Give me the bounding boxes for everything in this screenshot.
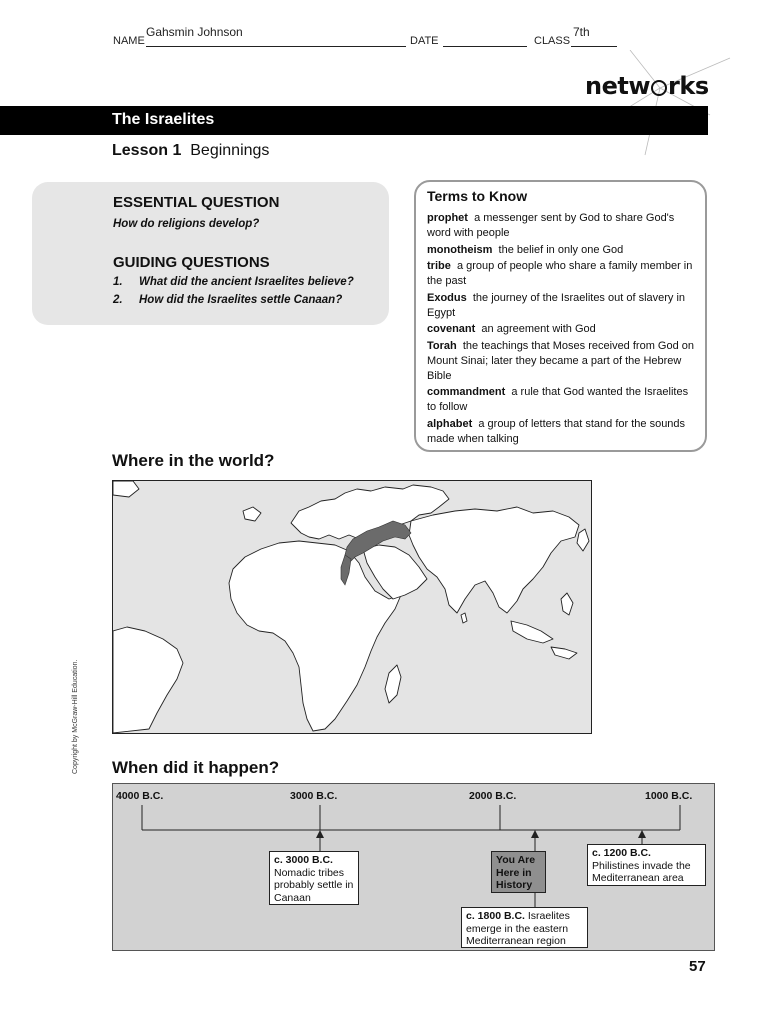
term-item <box>427 339 695 384</box>
class-value[interactable]: 7th <box>573 25 590 39</box>
event-text: Nomadic tribes probably settle in Canaan <box>274 866 354 904</box>
term-item <box>427 211 695 241</box>
event-date: c. 3000 B.C. <box>274 854 333 866</box>
south-america-shape <box>113 627 183 733</box>
term-item <box>427 385 695 415</box>
sri-lanka-shape <box>461 613 467 623</box>
you-are-here-marker: You Are Here in History <box>491 851 546 893</box>
pointer-arrow <box>531 830 539 838</box>
term-word: Exodus <box>427 291 467 304</box>
guiding-num: 1. <box>113 276 123 288</box>
timeline-section-title: When did it happen? <box>112 758 280 777</box>
class-line <box>571 46 617 47</box>
essential-question: How do religions develop? <box>113 218 260 230</box>
class-label: CLASS <box>534 35 571 47</box>
guiding-num: 2. <box>113 294 123 306</box>
term-word: covenant <box>427 323 476 335</box>
date-label: DATE <box>410 35 439 47</box>
map-section-title: Where in the world? <box>112 451 275 470</box>
tick-label: 4000 B.C. <box>116 790 164 802</box>
date-line[interactable] <box>443 46 527 47</box>
term-definition: the belief in only one God <box>498 243 624 256</box>
timor-shape <box>551 647 577 659</box>
pointer-arrow <box>316 830 324 838</box>
term-definition: a rule that God wanted the Israelites to follow <box>427 386 689 413</box>
world-map-graphic <box>113 481 591 733</box>
term-word: commandment <box>427 386 506 398</box>
term-definition: an agreement with God <box>481 323 596 335</box>
name-line <box>146 46 406 47</box>
term-word: alphabet <box>427 417 473 430</box>
philippines-shape <box>561 593 573 615</box>
greenland-shape <box>113 481 139 497</box>
term-item <box>427 291 695 321</box>
event-date: c. 1800 B.C. <box>466 910 525 922</box>
guiding-text: How did the Israelites settle Canaan? <box>139 294 343 306</box>
event-date: c. 1200 B.C. <box>592 847 651 859</box>
event-card-1200bc <box>587 844 706 886</box>
brand-starburst-icon <box>590 50 740 160</box>
name-value[interactable]: Gahsmin Johnson <box>146 25 243 39</box>
term-word: prophet <box>427 212 468 224</box>
tick-label: 2000 B.C. <box>469 790 517 802</box>
term-item <box>427 259 695 289</box>
copyright-notice: Copyright by McGraw-Hill Education. <box>72 659 79 774</box>
term-item <box>427 243 695 258</box>
tick-label: 1000 B.C. <box>645 790 693 802</box>
guiding-questions-heading: GUIDING QUESTIONS <box>113 254 270 271</box>
terms-box <box>414 180 707 452</box>
asia-shape <box>409 507 579 613</box>
world-map <box>112 480 592 734</box>
term-word: monotheism <box>427 243 493 256</box>
lesson-number: Lesson 1 <box>112 142 182 159</box>
indonesia-shape <box>511 621 553 643</box>
terms-title: Terms to Know <box>427 188 528 204</box>
term-word: Torah <box>427 339 457 352</box>
title-bar <box>0 106 708 135</box>
tick-label: 3000 B.C. <box>290 790 338 802</box>
guiding-text: What did the ancient Israelites believe? <box>139 276 354 288</box>
event-text: Israelites emerge in the eastern Mediterranean region <box>466 910 570 947</box>
essential-question-heading: ESSENTIAL QUESTION <box>113 194 280 211</box>
networks-logo <box>585 72 709 100</box>
term-item <box>427 322 695 337</box>
japan-shape <box>577 529 589 551</box>
page-number: 57 <box>689 958 706 975</box>
chapter-title: The Israelites <box>112 111 215 128</box>
madagascar-shape <box>385 665 401 703</box>
event-card-3000bc <box>269 851 359 905</box>
pointer-arrow <box>638 830 646 838</box>
term-definition: the teachings that Moses received from God on Mount Sinai; later they became a part of the Hebrew Bible <box>427 339 694 382</box>
term-definition: the journey of the Israelites out of slavery in Egypt <box>427 291 686 319</box>
term-word: tribe <box>427 260 451 272</box>
term-definition: a group of people who share a family member in the past <box>427 260 693 287</box>
logo-text-2: rks <box>668 72 709 100</box>
logo-text-1: netw <box>585 72 651 100</box>
lesson-name: Beginnings <box>190 142 270 159</box>
lesson-heading <box>112 142 269 160</box>
name-label: NAME <box>113 35 145 47</box>
term-item <box>427 417 695 447</box>
logo-o-icon <box>651 80 667 96</box>
guiding-item <box>113 294 383 306</box>
uk-shape <box>243 507 261 521</box>
guiding-item <box>113 276 383 288</box>
event-text: Philistines invade the Mediterranean area <box>592 859 691 884</box>
event-card-1800bc <box>461 907 588 948</box>
term-definition: a messenger sent by God to share God's word with people <box>427 212 675 239</box>
term-definition: a group of letters that stand for the sounds made when talking <box>427 417 686 445</box>
